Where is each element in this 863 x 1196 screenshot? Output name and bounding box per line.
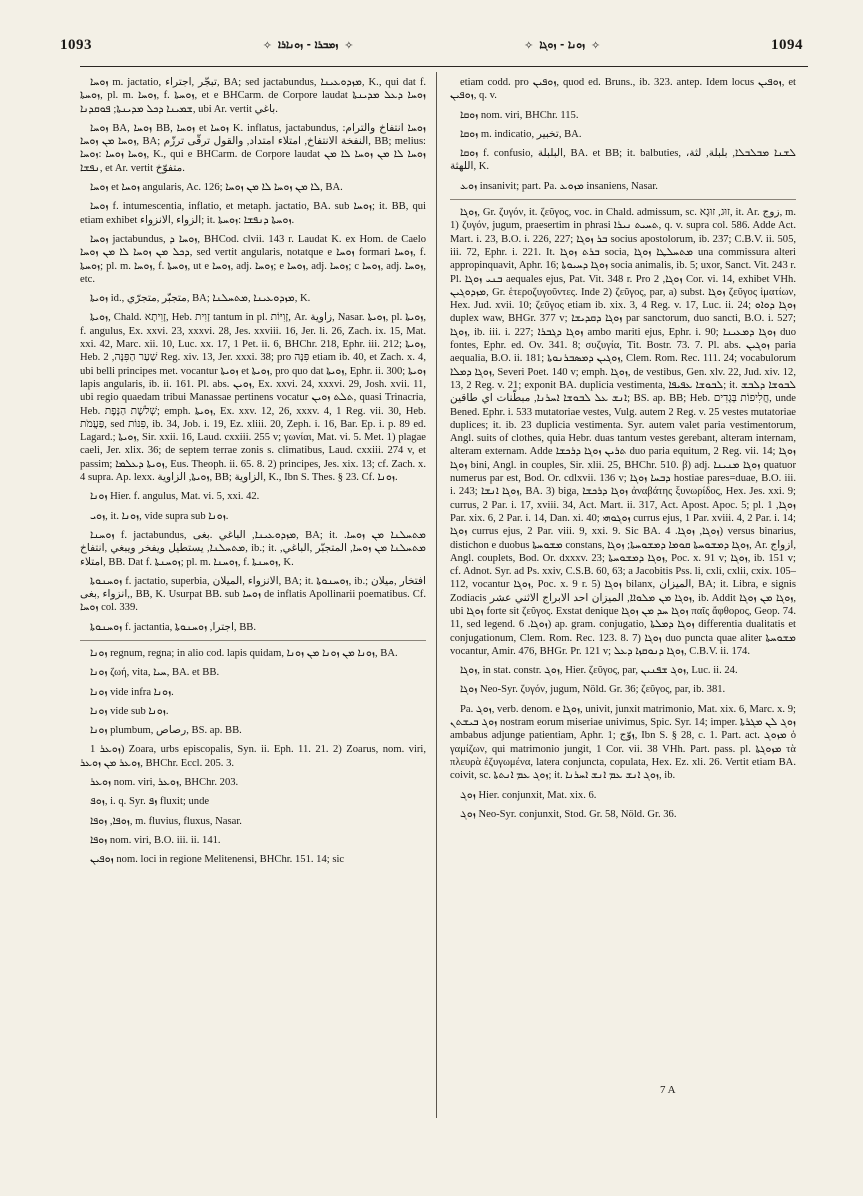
- dictionary-entry: ܙܘܚܢܘܬܐ f. jactantia, اجترا, ܙܘܚܢܘܬܐ, BB.: [90, 621, 256, 633]
- dictionary-entry: ܙܘܢܐ plumbum, رصاص, BS. ap. BB.: [90, 725, 242, 737]
- left-running-title: [263, 39, 354, 52]
- dictionary-entry: ܙܘܚܐ f. intumescentia, inflatio, et metaph. jactatio, BA. sub ܙܘܚܐ; it. BB, qui etiam exhibet الزواء ,الانزواء; it. ܙܘܚܬܐ ܕܢܦܫܐ :ܙܘܚܬܐ.: [80, 201, 426, 226]
- dictionary-entry: ܙܘܢܐ vide infra ܙܘܢܐ.: [90, 686, 174, 698]
- ornament-icon: ✧: [262, 39, 272, 52]
- dictionary-entry: ܙܘܝܬܐ id., متجبّر ,متجرّي, BA; ܡܙܕܘܥܝܢܐ ,ܡܬܚܠܢܐ, K.: [90, 293, 311, 305]
- dictionary-entry: ܙܘܥܪ nom. viri, ܙܘܥܪ, BHChr. 203.: [90, 777, 239, 789]
- column-divider: [436, 72, 437, 1118]
- dictionary-entry: ܙܘܝ, it. ܙܘܢܐ, vide supra sub ܙܘܢܐ.: [90, 510, 229, 522]
- dictionary-entry: ܙܘܩܐ f. confusio, البلبلة, BA. et BB; it. balbuties, ܠܫܢܐ ܡܒܠܒܠܐ, بلبلة, لثة، اللهثة, K.: [450, 148, 796, 173]
- dictionary-entry: ܙܘܢܐ ζωή, vita, ܚܝܐ, BA. et BB.: [90, 667, 220, 679]
- left-running-title-text: ܙܡܒܪܐ - ܙܘܢܐܪܐ: [277, 38, 339, 51]
- dictionary-entry: ܙܘܦܐ, ܙܘܦܐ, m. fluvius, fluxus, Nasar.: [90, 815, 242, 827]
- dictionary-entry: ܙܘܚܢܐ f. jactabundus, ܡܙܕܘܥܝܢܐ, الباغي .بغى, BA; it. ܡܬܚܠܢܐ ܡܢ ܙܘܚܐ. ܡܬܚܠܢܐ, يستطيل ويفخر ويبغي ,انتفاخ, ib.; it. ܡܬܚܠܢܐ ܡܢ ܙܘܚܐ, المتجبّر ,الباغي, امتلاء, BB. Dat f. ܙܘܚܢܬܐ; pl. m. ܙܘܚܢܐ, f. ܙܘܚܢܬܐ, K.: [80, 529, 426, 568]
- dictionary-entry: ܙܘܚܐ BA, ܙܘܚܐ BB, ܙܘܚܐ et ܙܘܚܐ K. inflatus, jactabundus, ܙܘܚܐ انتفاخ والترام: ܙܘܚܐ ܡܢ ܙܘܚܐ, BA; النفخة الانتفاخ, امتلاء امتداد, والقول ترقّى ترزّم, BB; melius: ܙܘܚܐ ܙܘܚܐ :ܙܘܚܐ, K., qui e BHCarm. de Corpore laudat ܙܘܚܐ ܠܐ ܡܢ ܙܘܚܐ ܠܐ ܡܢ ܢܦܫܐ, et Ar. vertit متفوّخ.: [80, 122, 426, 174]
- dictionary-entry: ܙܘܚܢܘܬܐ f. jactatio, superbia, الانزواء ,الميلان, BA; it. ܙܘܚܢܘܬܐ, ib.; افتخار ,ميلان ,انزواء ,بغى, BB, K. Usurpat BB. sub ܙܘܚܐ de inflatis Apollinarii poematibus. Cf. ܙܘܚܐ col. 339.: [80, 575, 426, 614]
- dictionary-entry: ܙܘܚܐ jactabundus, ܙܘܚܐ ܕ, BHCod. clvii. 143 r. Laudat K. ex Hom. de Caelo ܕܟܠ ܡܢ ܙܘܚܐ ܠܐ ܡܢ ܙܘܚܐ, sed vertit angularis, notatque e ܙܘܚܐ formari ܙܘܚܐ, f. ܙܘܚܬܐ; pl. m. ܙܘܚܐ, f. ܙܘܚܬܐ, ut e ܙܘܚܐ, adj. ܙܘܚܐ; e ܙܘܚܐ, adj. ܙܘܚܐ; c ܙܘܚܐ, adj. ܙܘܚܐ, etc.: [80, 233, 426, 285]
- dictionary-entry: etiam codd. pro ܙܘܦܝܢ, quod ed. Bruns., ib. 323. antep. Idem locus ܙܘܦܝܢ, et ܙܘܦܝܢ, q. v.: [450, 77, 796, 102]
- dictionary-entry: ܙܘܦܐ nom. viri, B.O. iii. ii. 141.: [90, 834, 221, 846]
- dictionary-entry: ܙܘܥܪ 1) Zoara, urbs episcopalis, Syn. ii. Eph. 11. 21. 2) Zoarus, nom. viri, ܙܘܥܪ ܡܢ ܙܘܥܪ, BHChr. Eccl. 205. 3.: [80, 744, 426, 769]
- dictionary-entry: ܙܘܝܬܐ, Chald. זָוִיתָא, Heb. זָוִית tantum in pl. זָוִיּוֹת, Ar. زاوية, Nasar. ܙܘܝܬܐ, pl. ܙܘܝܬܐ, f. angulus, Ex. xxvi. 23, xxxvi. 28, Jes. xxviii. 16, Jer. li. 26, Zach. ix. 15, Mat. xxi. 42, Marc. xii. 10, Luc. xx. 17, 1 Pet. ii. 6, BHChr. 218, Ephr. iii. 212; ܙܘܝܬܐ, Heb. שַׁעַר הַפִּנָּה, 2 Reg. xiv. 13, Jer. xxxi. 38; pro פִּנָּה etiam ib. 40, et Zach. x. 4, ubi belli principes met. vocantur ܙܘܝܬܐ et ܙܘܝܬܐ, pro quo dat ܙܘܝܬܐ, Ephr. ii. 300; ܙܘܝܬܐ lapis angularis, ib. ii. 161. Pl. abs. ܙܘܝܢ, Ex. xxvi. 24, xxxvi. 29, Josh. xvii. 11, ubi regio quaedam tribui Manassae pertinens vocatur ܬܠܬ ܙܘܝܢ, quasi Trinacria, Heb. שְׁלשֶׁת הַנָּפֶת; emph. ܙܘܝܬܐ, Ex. xxv. 12, 26, xxxv. 4, 1 Reg. vii. 30, Heb. פַּעֲמֹת, sed פִּנּוֹת, ib. 34, Job. i. 19, Ez. xliii. 20, Zeph. i. 16, Bar. Ep. i. p. 89 ed. Lagard.; ܙܘܝܬܐ, Sir. xxii. 16, Laud. cxxiii. 255 v; γωνίαι, Mat. vi. 5. Met. 1) plagae caeli, Jer. xlix. 36; de septem terrae zonis s. climatibus, Laud. cxxiii. 274 v, et passim; ܙܘܝܬܐ ܕܥܠܡܐ, Eus. Theoph. ii. 65. 8. 2) principes, Jes. xix. 13; cf. Zach. x. 4 supra. Ap. lexx. ܙܘܝܬܐ, الزاوية, BB; الزاوية, K., Ibn S. Thes. § 23. Cf. ܙܘܢܐ.: [80, 312, 426, 484]
- dictionary-entry: ܙܘܓܐ Neo-Syr. ζυγόν, jugum, Nöld. Gr. 36; ζεῦγος, par, ib. 381.: [460, 684, 726, 696]
- dictionary-entry: ܙܘܓ Neo-Syr. conjunxit, Stod. Gr. 58, Nöld. Gr. 36.: [460, 808, 677, 820]
- running-header: [60, 30, 803, 60]
- dictionary-entry: ܙܘܩܐ nom. viri, BHChr. 115.: [460, 109, 579, 121]
- dictionary-entry: ܙܘܢܐ vide sub ܙܘܢܐ.: [90, 705, 169, 717]
- header-rule: [80, 66, 808, 67]
- right-running-title: [524, 39, 600, 52]
- left-column: [80, 76, 426, 1124]
- right-running-title-text: ܙܘܢܐ - ܙܘܓܐ: [539, 38, 586, 51]
- dictionary-entry: ܙܘܓܐ, in stat. constr. ܙܘܓ, Hier. ζεῦγος, par, ܙܘܓ ܫܦܢܝܢ, Luc. ii. 24.: [460, 665, 738, 677]
- ornament-icon: ✧: [524, 39, 534, 52]
- dictionary-entry: ܙܘܦ, i. q. Syr. ܙܦ fluxit; unde: [90, 796, 210, 808]
- dictionary-entry: ܙܘܚܐ et ܙܘܚܐ angularis, Ac. 126; ܠܐ ܡܢ ܙܘܚܐ ܠܐ ܡܢ ܙܘܚܐ, BA.: [90, 182, 343, 194]
- ornament-icon: ✧: [344, 39, 354, 52]
- dictionary-entry: ܙܘܥ insanivit; part. Pa. ܡܙܘܥ insaniens, Nasar.: [460, 180, 658, 192]
- right-column: [450, 76, 796, 1096]
- ornament-icon: ✧: [591, 39, 601, 52]
- dictionary-entry: Pa. ܙܘܓ, verb. denom. e ܙܘܓܐ, univit, junxit matrimonio, Mat. xix. 6, Marc. x. 9; ܙܘܓ ܒܝܫܬܢ nostram eorum miseriae univimus, Spic. Syr. 14; imper. ܙܘܓ ܠܢ ܡܓܪܬܐ ambabus adjunge patientiam, Aphr. 1; ܙوّج, Ibn S. § 28, c. 1. Part. act. ܡܙܘܓ ὁ γαμίζων, qui matrimonio jungit, 1 Cor. vii. 38 VHh. Part. pass. pl. ܡܙܘܓܬܐ τὰ πλευρὰ ἐζυγωμένα, latera conjuncta, copulata, Hex. Ez. xli. 26. Vertit etiam BA. coivit, sc. ܙܘܓ ܥܡ ܐܢܬܬܐ; it. ܙܘܓ ܐܢܫ ܥܡ ܐܢܫ ܐܚܪܢܐ, ib.: [450, 703, 796, 782]
- dictionary-entry: ܙܘܚܐ m. jactatio, تبجّر ,اجتراء, BA; sed jactabundus, ܡܙܕܘܥܝܢܐ, K., qui dat f. ܙܘܚܬܐ, pl. m. ܙܘܚܐ, f. ܙܘܚܬܐ, et e BHCarm. de Corpore laudat ܙܘܚܐ ܕܥܠ ܡܕܝܢܬܐ ܫܡܝܢܐ ܕܟܠ ܡܕܝܢܬܐ; ܦܘܩܕܢܐ, ubi Ar. vertit باغي.: [80, 77, 426, 115]
- signature-mark: 7 A: [660, 1084, 676, 1096]
- dictionary-entry: ܙܘܓ Hier. conjunxit, Mat. xix. 6.: [460, 789, 597, 801]
- dictionary-entry: ܙܘܦܝܢ nom. loci in regione Melitenensi, BHChr. 151. 14; sic: [90, 854, 345, 866]
- dictionary-entry: ܙܘܢܐ regnum, regna; in alio cod. lapis quidam, ܙܘܢܐ ܡܢ ܙܘܢܐ ܡܢ ܙܘܢܐ, BA.: [80, 640, 426, 660]
- left-page-number: 1093: [60, 36, 92, 53]
- dictionary-entry: ܙܘܩܐ m. indicatio, تخبير, BA.: [460, 128, 582, 140]
- dictionary-entry: ܙܘܓܐ, Gr. ζυγόν, it. ζεῦγος, voc. in Chald. admissum, sc. זוּג, זוּגָא, it. Ar. زوج, m. 1) ζυγόν, jugum, praesertim in phrasi ܬܚܝܬ ܢܝܪܐ, q. v. supra col. 586. Adde Act. Mart. i. 23, B.O. i. 226, 227; ܒܪ ܙܘܓܐ socius apostolorum, ib. 237; C.B.V. ii. 505, iii. 72, Ephr. i. 221. It. ܒܪܬ ܙܘܓܐ socia, ܡܬܚܠܛܐ ܙܘܓܐ una commissura alteri appropinquavit, Aphr. 16; ܙܘܓܐ ܕܚܝܘܬܐ socia animalis, ib. 5; uxor, Sanct. Vit. 243 r. Pl. ܒܢܝ ܙܘܓܐ aequales ejus, Pat. Vit. 348 r. Pro ܙܘܓܐ, 2 Cor. vi. 14, exhibet VHh. ܡܙܕܘܓܝܢ, Gr. ἑτεροζυγοῦντες. Inde 2) ζεῦγος, par, a) subst. ܙܘܓܐ ζεῦγος ἱματίων, Hex. Jud. xvii. 10; ζεῦγος etiam ib. xix. 3, 4 Reg. v. 17, Luc. ii. 24; ܙܘܓܐ ܕܘܐܘ duplex waw, BHGr. 377 v; ܙܘܓܐ ܕܩܕܝܫܐ par sanctorum, duo sancti, B.O. i. 527; ܙܘܓܐ, ib. iii. i. 227; ܙܘܓܐ ܕܓܒܪܐ ambo mariti ejus, Ephr. i. 90; ܙܘܓܐ ܕܡܥܝܢܐ duo fontes, Ephr. ed. Ov. 341. 8; συζυγία, Tit. Bostr. 73. 7. Pl. abs. ܙܘܓܝܢ paria aequalia, B.O. ii. 181; ܙܘܓܝܢ ܕܡܣܒܪܢܘܬܐ, Clem. Rom. Rec. 111. 24; vocabulorum ܙܘܓܐ ܕܡܠܐ, Severi Poet. 140 v; emph. ܙܘܓܐ, de vestibus, Gen. xlv. 22, Jud. xiv. 12, 13, 2 Reg. v. 21; exponit BA. duplicia vestimenta, ܠܒܘܫܐ ܥܦܝܦܐ; it. ܠܒܘܫܐ ܕܠܒܫ ܐܢܫ ܥܠ ܠܒܘܫܐ ܐܚܪܢܐ, مبطّنات اي طاقين; BS. ap. BB; Heb. חֲלִיפוֹת בְּגָדִים, unde Bened. Ephr. i. 533 mutatoriae vestes, Vulg. autem 2 Reg. v. 25 vestes mutatoriae duplices; it. ib. 23 duplicia vestimenta. Syr. autem valet paria vestimentorum, Angl. suits of clothes, quia Hebr. duas tantum vestes gerebant, alteram internam, alteram externam. Adde ܬܪܝܢ ܙܘܓܐ ܕܪܟܫܐ duo paria equitum, 2 Reg. vii. 14; ܙܘܓܐ ܙܘܓܐ bini, Angl. in couples, Sir. xlii. 25, BHChr. 510. β) adj. ܙܘܓܐ ܡܢܝܢܐ quatuor numerus par est, Bod. Or. cdlxvii. 136 v; ܕܒܚܐ ܙܘܓܐ hostiae pares=duae, B.O. iii. i. 243; ܙܘܓܐ ܐܢܫܐ, BA. 3) biga, ܙܘܓܐ ܕܪܟܫܐ ἀναβάτης ξυνωρίδος, Hex. Jes. xxi. 9; currus, 2 Par. i. 17, xviii. 34, Act. Mart. ii. 317, Act. Apost. Apoc. 5; pl. ܙܘܓܐ, 1 Par. xix. 6, 2 Par. i. 14, Dan. xi. 40; ܙܘܓܘܗܝ currus ejus, 1 Par. xviii. 4, 2 Par. i. 14; ܙܘܓܐ currus ejus, 2 Par. viii. 9, xxi. 9. Sic BA. ܙܘܓܐ, ܙܘܓܐ. 4) versus binarius, distichon e duobus ܡܫܘܚܬܐ constans, ܙܘܓܐ ܕܡܫܘܚܬܐ ܩܘܡܐ ܕܡܫܘܚܬܐ; ܙܘܓܐ, Ar. ازواج, Angl. couplets, Bod. Or. dxxxv. 23; ܙܘܓܐ ܕܡܫܘܚܬܐ, Poc. x. 91 v; ܙܘܓܐ, ib. 151 v; cf. Adnot. Syr. ad Ps. xxiv, C.S.B. 60, 63; a Jacobitis Pss. li, cxli, cxlii, cxix. 105–112, vocantur ܙܘܓܐ, Poc. x. 9 r. 5) ܙܘܓܐ bilanx, الميزان, BA; it. Libra, e signis Zodiacis ܙܘܓܐ ܡܢ ܡܠܘܐܐ, الميزان احد الابراج الاثني عشر, ib. Addit ܙܘܓܐ ܡܢ ܙܘܓܐ, ubi ܙܘܓܐ forte sit ζεῦγος. Exstat denique ܙܘܓܐ ܚܕ ܡܢ ܙܘܓܐ παῖς ἄφθορος, Geop. 74. 11, sed legend. ܙܘܓܐ. 6) ap. gram. conjugatio, ܙܘܓܐ ܕܡܠܬܐ differentia dualitatis et conjugationum, Clem. Rom. Rec. 123. 8. 7) ܙܘܓܐ duo puncta quae aliter ܡܫܘܚܬܐ vocantur, Amir. 476, BHGr. Pr. 121 v; ܙܘܓܐ ܕܢܘܩܙܐ ܕܥܠ, C.B.V. ii. 174.: [450, 199, 796, 658]
- right-page-number: 1094: [770, 36, 803, 53]
- dictionary-entry: ܙܘܢܐ Hier. f. angulus, Mat. vi. 5, xxi. 42.: [90, 491, 260, 503]
